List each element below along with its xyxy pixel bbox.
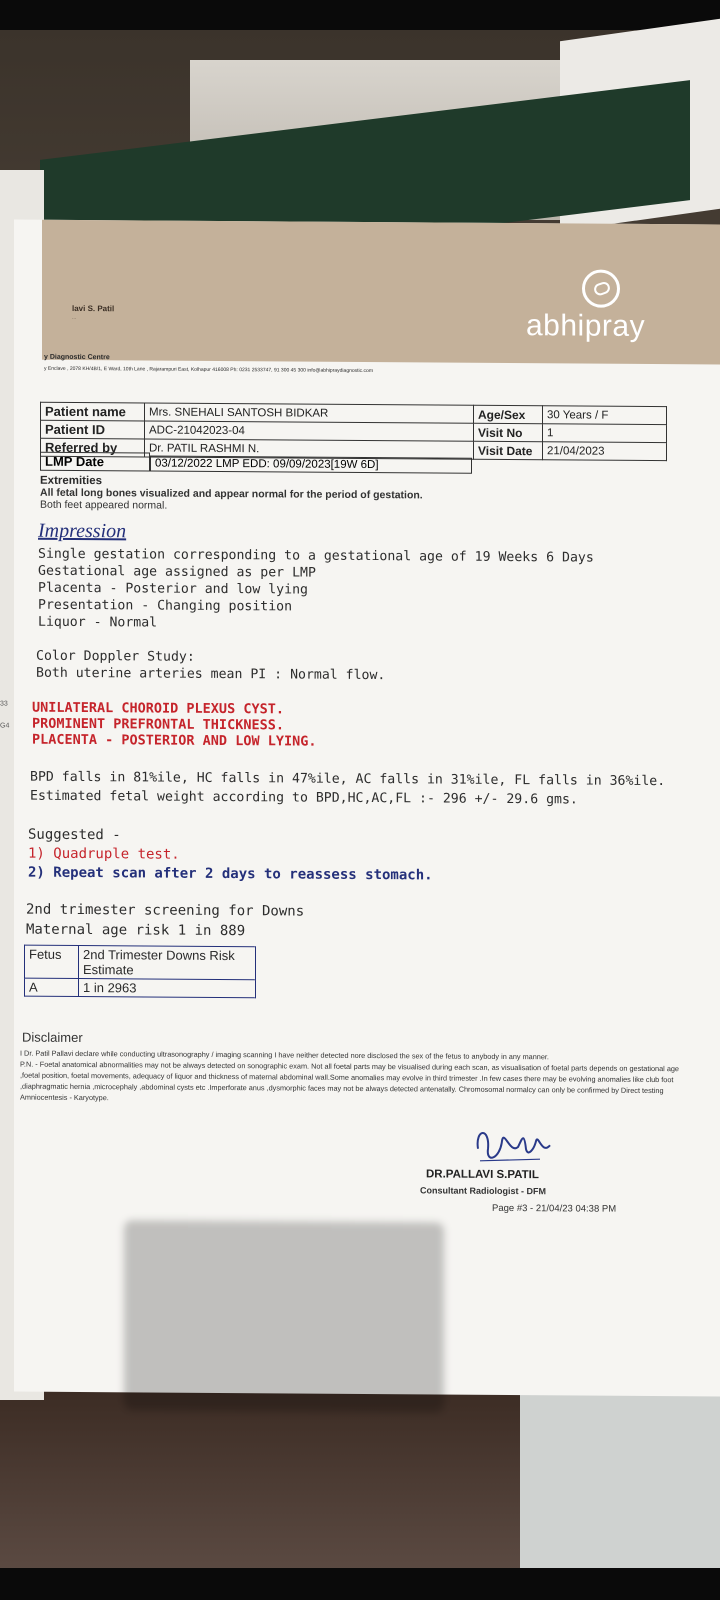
visit-no-label: Visit No	[474, 423, 543, 441]
hand-shadow	[124, 1220, 444, 1412]
finding-item: PLACENTA - POSTERIOR AND LOW LYING.	[32, 731, 317, 750]
disclaimer-heading: Disclaimer	[22, 1029, 83, 1046]
impression-line: Presentation - Changing position	[38, 597, 293, 615]
impression-line: Liquor - Normal	[38, 614, 158, 631]
risk-header-estimate: 2nd Trimester Downs Risk Estimate	[79, 945, 256, 979]
age-sex: 30 Years / F	[543, 406, 667, 425]
lmp-label: LMP Date	[40, 452, 150, 472]
report-page	[0, 220, 720, 1397]
centre-address: y Enclave , 2078 KH/4B/1, E Ward, 10th Lane , Rajarampuri East, Kolhapur 416008 Ph: 0231 2533747, 91 300 45 300 info@abhipraydiagnostic.com	[44, 365, 373, 375]
doctor-role: Consultant Radiologist - DFM	[420, 1185, 546, 1197]
lmp-value: 03/12/2022 LMP EDD: 09/09/2023[19W 6D]	[150, 455, 472, 473]
referred-by-label: Referred by	[41, 438, 145, 457]
suggested-item-2: 2) Repeat scan after 2 days to reassess stomach.	[28, 864, 433, 884]
extremities-section	[40, 475, 423, 514]
background-tile	[520, 1380, 720, 1570]
doctor-name: lavi S. Patil	[72, 303, 115, 314]
disclaimer-line-2: P.N. - Foetal anatomical abnormalities may not be always detected on sonographic exam. Not all foetal parts may be visualised during each scan, as visualisation of foetal parts depends on gestational age ,foetal position, foetal movements, adequacy of liquor and thickness of maternal abdominal wall.Some anomalies may evolve in third trimester .In few cases there may be evolving anomalies like club foot ,diaphragmatic hernia ,microcephaly ,abdominal cysts etc .Imperforate anus ,dysmorphic faces may not be always detected antenatally. Chromosomal normalcy can only be confirmed by Direct testing Amniocentesis - Karyotype.	[20, 1059, 679, 1103]
screening-section	[26, 900, 304, 942]
extremities-line-2: Both feet appeared normal.	[40, 498, 168, 512]
brand-logo-icon	[582, 270, 620, 308]
report-header	[42, 220, 720, 365]
doppler-heading: Color Doppler Study:	[36, 648, 195, 665]
biometry-section	[30, 768, 665, 810]
risk-cell-estimate: 1 in 2963	[79, 978, 256, 997]
impression-line: Single gestation corresponding to a gestational age of 19 Weeks 6 Days	[38, 546, 594, 566]
impression-list	[38, 546, 594, 635]
suggested-heading: Suggested -	[28, 826, 121, 844]
brand-name: abhipray	[526, 309, 646, 343]
doctor-signature-name: DR.PALLAVI S.PATIL	[426, 1168, 539, 1182]
disclaimer-text	[20, 1048, 700, 1108]
risk-header-fetus: Fetus	[25, 945, 79, 978]
patient-name: Mrs. SNEHALI SANTOSH BIDKAR	[145, 403, 474, 423]
patient-id: ADC-21042023-04	[145, 421, 474, 441]
signature-image	[470, 1119, 560, 1170]
centre-name: y Diagnostic Centre	[44, 353, 110, 362]
screening-line-1: 2nd trimester screening for Downs	[26, 901, 305, 920]
finding-item: UNILATERAL CHOROID PLEXUS CYST.	[32, 699, 284, 718]
impression-line: Gestational age assigned as per LMP	[38, 563, 316, 581]
findings-list	[32, 700, 316, 750]
disclaimer-line-1: I Dr. Patil Pallavi declare while conducting ultrasonography / imaging scanning I have neither detected nore disclosed the sex of the fetus to anybody in any manner.	[20, 1048, 549, 1062]
patient-name-label: Patient name	[41, 402, 145, 421]
navigation-bar	[0, 1568, 720, 1600]
visit-no: 1	[543, 424, 667, 443]
extremities-heading: Extremities	[40, 474, 103, 488]
page-number: Page #3 - 21/04/23 04:38 PM	[492, 1202, 617, 1215]
extremities-line-1: All fetal long bones visualized and appear normal for the period of gestation.	[40, 486, 423, 502]
risk-table	[24, 945, 256, 999]
margin-number: 33	[0, 700, 8, 708]
doctor-subtitle: ...	[72, 314, 77, 321]
margin-numbers	[0, 693, 9, 737]
impression-line: Placenta - Posterior and low lying	[38, 580, 308, 598]
age-sex-label: Age/Sex	[474, 405, 543, 423]
suggested-section	[28, 826, 433, 886]
visit-date: 21/04/2023	[543, 442, 667, 461]
risk-cell-fetus: A	[25, 978, 79, 996]
doppler-result: Both uterine arteries mean PI : Normal flow.	[36, 665, 386, 684]
lmp-row	[40, 452, 472, 474]
referred-by: Dr. PATIL RASHMI N.	[145, 439, 474, 459]
fetal-weight: Estimated fetal weight according to BPD,HC,AC,FL :- 296 +/- 29.6 gms.	[30, 788, 578, 808]
biometry-percentiles: BPD falls in 81%ile, HC falls in 47%ile, AC falls in 31%ile, FL falls in 36%ile.	[30, 769, 666, 790]
suggested-item-1: 1) Quadruple test.	[28, 845, 180, 863]
margin-number: G4	[0, 722, 10, 730]
finding-item: PROMINENT PREFRONTAL THICKNESS.	[32, 715, 284, 734]
status-bar	[0, 0, 720, 30]
patient-id-label: Patient ID	[41, 420, 145, 439]
doppler-section	[36, 648, 385, 684]
screening-line-2: Maternal age risk 1 in 889	[26, 921, 246, 940]
impression-heading: Impression	[38, 519, 127, 543]
visit-date-label: Visit Date	[474, 441, 543, 459]
